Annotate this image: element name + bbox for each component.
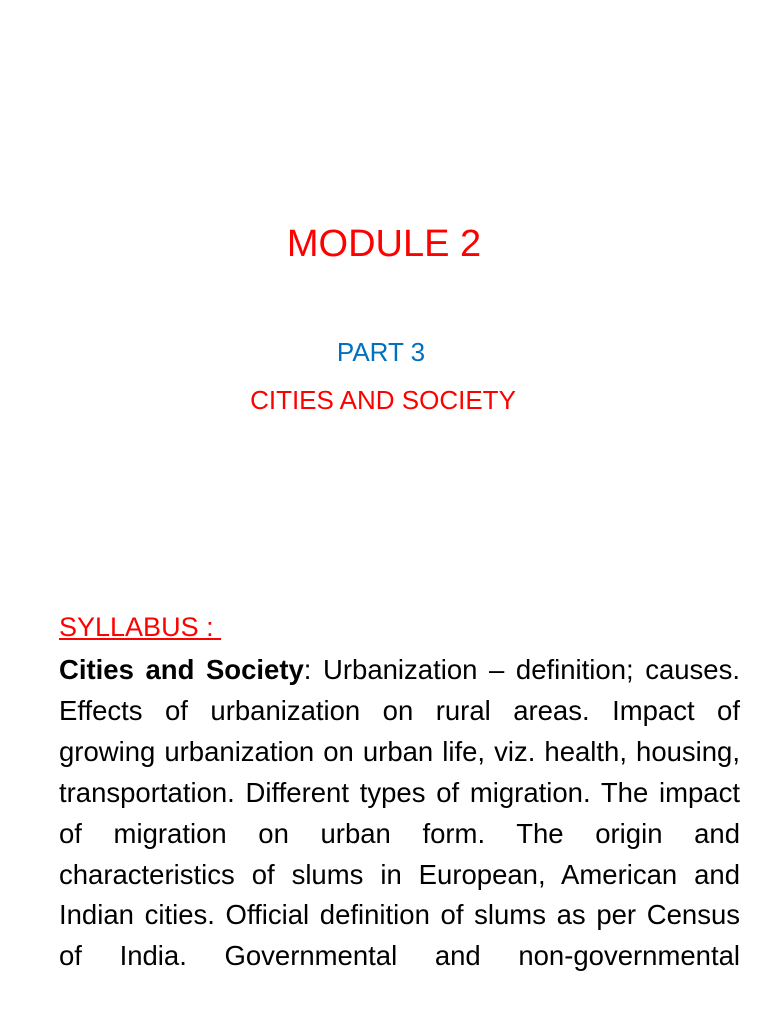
slide-subtitle: CITIES AND SOCIETY — [250, 385, 516, 415]
syllabus-heading: SYLLABUS : — [59, 612, 222, 642]
module-title: MODULE 2 — [286, 223, 482, 265]
syllabus-body-text: : Urbanization – definition; causes. Effects of urbanization on rural areas. Impact of growing urbanization on urban life, viz. health, housing, transportation. Different types of migration. The impact of migration on urban form. The origin and characteristics of slums in European, American and Indian cities. Official definition of slums as per Census of India. Governmental and non-governmental — [59, 654, 740, 972]
part-title: PART 3 — [336, 337, 426, 367]
syllabus-body — [59, 650, 740, 977]
syllabus-body-lead: Cities and Society — [59, 654, 304, 685]
